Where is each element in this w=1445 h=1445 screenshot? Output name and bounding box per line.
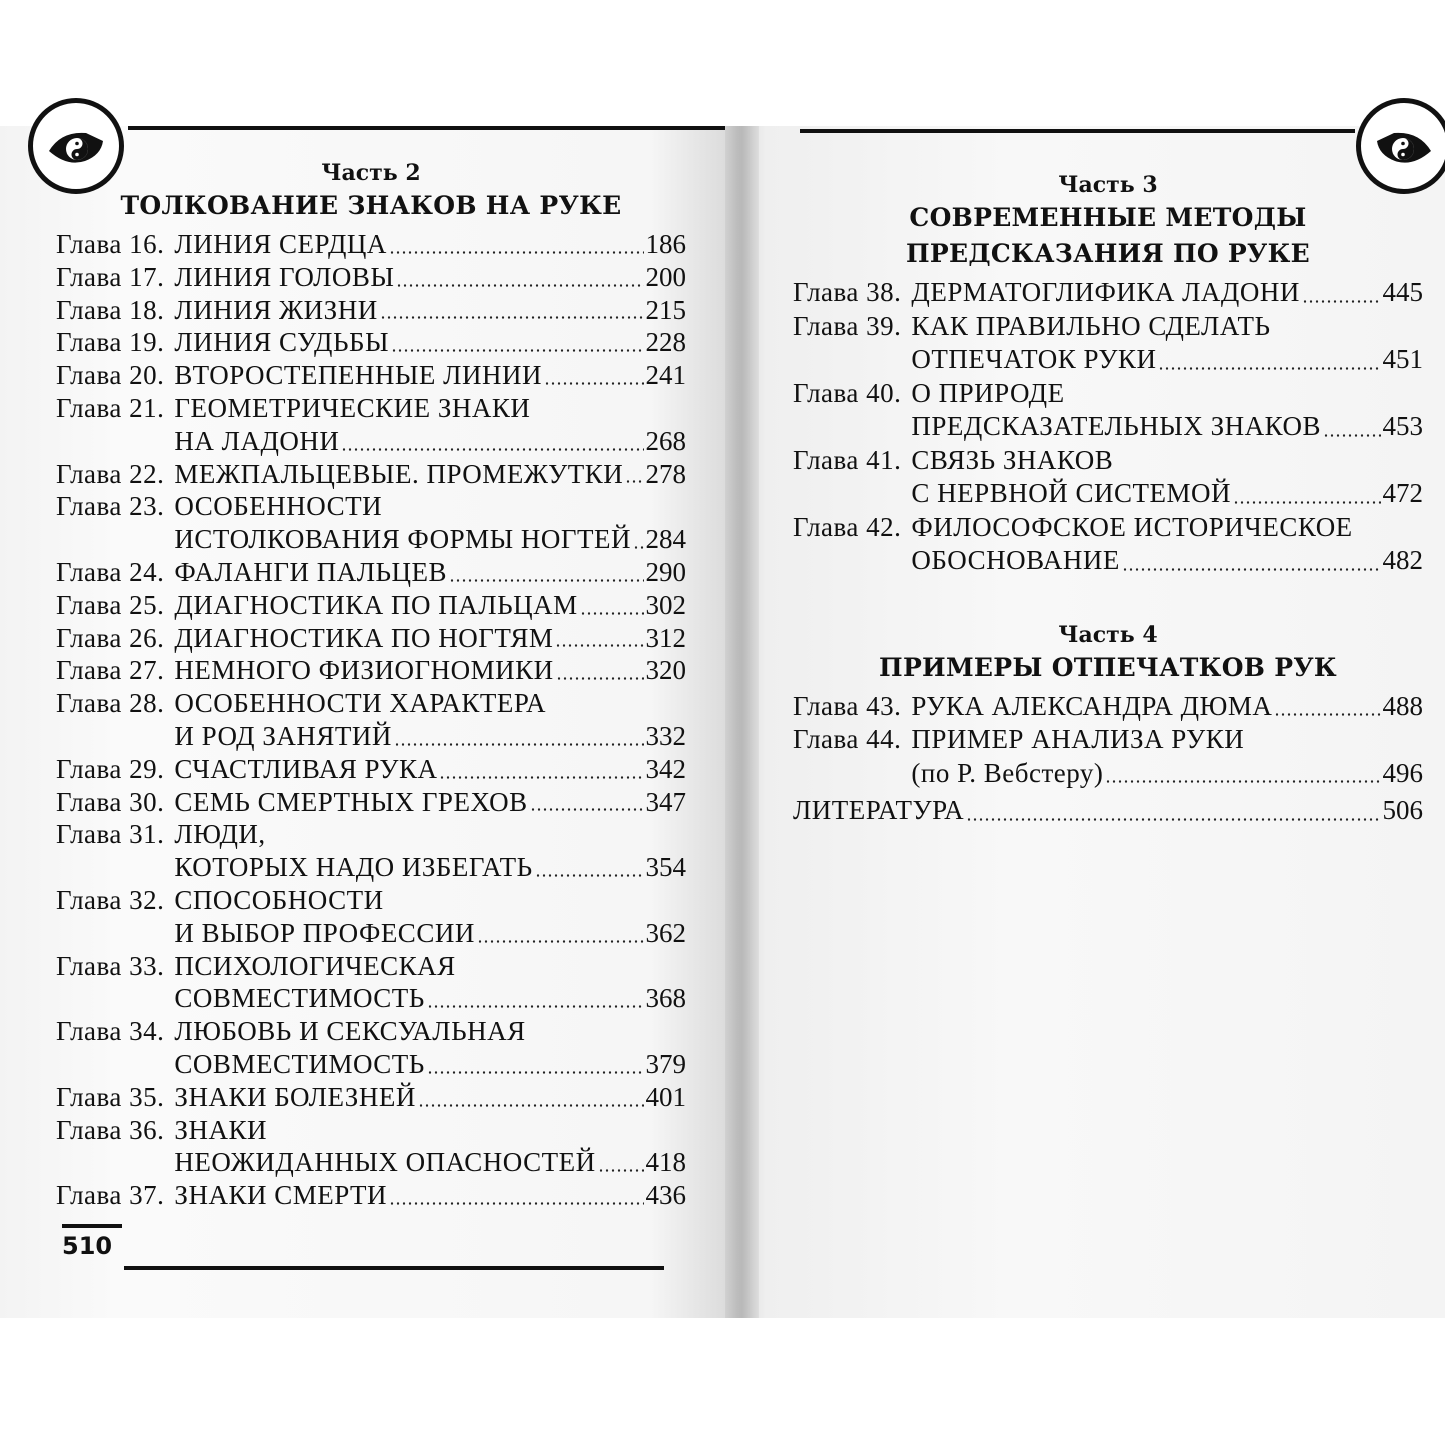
toc-entry — [56, 950, 686, 1016]
dot-leader — [1122, 568, 1381, 571]
dot-leader — [580, 612, 644, 615]
chapter-title: ЛИНИЯ ЖИЗНИ — [174, 294, 378, 325]
chapter-title: ДЕРМАТОГЛИФИКА ЛАДОНИ — [911, 277, 1300, 307]
toc-entry — [56, 392, 686, 458]
page-ref: 354 — [645, 852, 686, 883]
page-number: 510 — [62, 1232, 113, 1260]
toc-entry-bibliography — [793, 794, 1423, 828]
toc-entry — [793, 377, 1423, 444]
page-ref: 268 — [645, 425, 686, 456]
chapter-title: СОВМЕСТИМОСТЬ — [174, 1048, 425, 1079]
toc-list — [56, 228, 686, 1212]
chapter-title: ОСОБЕННОСТИ ХАРАКТЕРА — [174, 688, 546, 719]
dot-leader — [1158, 367, 1380, 370]
chapter-title: ЛИНИЯ СУДЬБЫ — [174, 327, 389, 358]
part-title: ТОЛКОВАНИЕ ЗНАКОВ НА РУКЕ — [120, 191, 622, 220]
page-ref: 496 — [1382, 757, 1423, 788]
toc-entry — [793, 276, 1423, 310]
chapter-label: Глава 31. — [56, 819, 165, 850]
chapter-label: Глава 19. — [56, 327, 165, 358]
chapter-title: ПРИМЕР АНАЛИЗА РУКИ — [911, 724, 1245, 754]
page-ref: 312 — [645, 622, 686, 653]
dot-leader — [625, 480, 643, 483]
dot-leader — [598, 1169, 644, 1172]
toc-entry — [56, 359, 686, 392]
chapter-title: СЕМЬ СМЕРТНЫХ ГРЕХОВ — [174, 786, 528, 817]
chapter-label: Глава 37. — [56, 1180, 165, 1211]
toc-list — [793, 794, 1423, 828]
page-ref: 241 — [645, 360, 686, 391]
page-ref: 436 — [645, 1180, 686, 1211]
dot-leader — [396, 284, 643, 287]
toc-entry — [56, 687, 686, 753]
chapter-label: Глава 20. — [56, 360, 165, 391]
part-number: Часть 2 — [321, 160, 421, 186]
dot-leader — [1105, 780, 1380, 783]
bibliography-label: ЛИТЕРАТУРА — [793, 795, 965, 825]
chapter-label: Глава 23. — [56, 491, 165, 522]
dot-leader — [1323, 434, 1381, 437]
toc-entry — [56, 261, 686, 294]
chapter-title: ДИАГНОСТИКА ПО НОГТЯМ — [174, 622, 554, 653]
dot-leader — [966, 818, 1380, 821]
chapter-label: Глава 27. — [56, 655, 165, 686]
page-ref: 506 — [1382, 795, 1423, 825]
chapter-title: НА ЛАДОНИ — [174, 425, 340, 456]
chapter-label: Глава 39. — [793, 310, 902, 341]
toc-entry — [56, 556, 686, 589]
chapter-title: ЛИНИЯ СЕРДЦА — [174, 229, 387, 259]
chapter-label: Глава 30. — [56, 786, 165, 817]
toc-entry — [56, 490, 686, 556]
chapter-title: ЗНАКИ БОЛЕЗНЕЙ — [174, 1081, 416, 1112]
chapter-label: Глава 36. — [56, 1114, 165, 1145]
chapter-label: Глава 22. — [56, 458, 165, 489]
page-ref: 186 — [645, 229, 686, 259]
dot-leader — [380, 316, 644, 319]
chapter-title: СЧАСТЛИВАЯ РУКА — [174, 753, 438, 784]
page-ref: 453 — [1382, 411, 1423, 441]
dot-leader — [427, 1005, 644, 1008]
chapter-label: Глава 26. — [56, 622, 165, 653]
page-ref: 215 — [645, 294, 686, 325]
dot-leader — [449, 579, 643, 582]
chapter-label: Глава 18. — [56, 294, 165, 325]
chapter-label: Глава 43. — [793, 690, 902, 721]
chapter-label: Глава 25. — [56, 589, 165, 620]
chapter-title: НЕМНОГО ФИЗИОГНОМИКИ — [174, 655, 554, 686]
page-ref: 320 — [645, 655, 686, 686]
chapter-title: ДИАГНОСТИКА ПО ПАЛЬЦАМ — [174, 589, 578, 620]
toc-entry — [56, 1179, 686, 1212]
page-ref: 284 — [645, 524, 686, 555]
chapter-title: МЕЖПАЛЬЦЕВЫЕ. ПРОМЕЖУТКИ — [174, 458, 624, 489]
chapter-title: КОТОРЫХ НАДО ИЗБЕГАТЬ — [174, 852, 533, 883]
chapter-title: ИСТОЛКОВАНИЯ ФОРМЫ НОГТЕЙ — [174, 524, 631, 555]
chapter-title: СПОСОБНОСТИ — [174, 884, 384, 915]
toc-entry — [56, 326, 686, 359]
chapter-label: Глава 38. — [793, 277, 902, 307]
page-ref: 451 — [1382, 344, 1423, 374]
page-ref: 342 — [645, 753, 686, 784]
page-ref: 379 — [645, 1048, 686, 1079]
part-number: Часть 3 — [1058, 172, 1158, 198]
page-ref: 368 — [645, 983, 686, 1014]
part-title: ПРИМЕРЫ ОТПЕЧАТКОВ РУК — [879, 652, 1337, 682]
toc-entry — [56, 818, 686, 884]
chapter-title: ЗНАКИ — [174, 1114, 267, 1145]
part-number: Часть 4 — [1058, 621, 1158, 648]
toc-entry — [56, 589, 686, 622]
dot-leader — [341, 448, 643, 451]
toc-entry — [793, 690, 1423, 724]
folio-rule — [62, 1224, 122, 1228]
dot-leader — [1302, 300, 1381, 303]
chapter-title: СВЯЗЬ ЗНАКОВ — [911, 444, 1114, 475]
page-ref: 302 — [645, 589, 686, 620]
dot-leader — [427, 1071, 644, 1074]
dot-leader — [544, 382, 644, 385]
chapter-title: ВТОРОСТЕПЕННЫЕ ЛИНИИ — [174, 360, 542, 391]
toc-entry — [56, 228, 686, 261]
page-ref: 332 — [645, 720, 686, 751]
chapter-title: ОСОБЕННОСТИ — [174, 491, 383, 522]
chapter-label: Глава 28. — [56, 688, 165, 719]
dot-leader — [389, 1202, 643, 1205]
chapter-title: ФАЛАНГИ ПАЛЬЦЕВ — [174, 556, 448, 587]
page-ref: 418 — [645, 1147, 686, 1178]
chapter-title: ПСИХОЛОГИЧЕСКАЯ — [174, 950, 456, 981]
chapter-title: НЕОЖИДАННЫХ ОПАСНОСТЕЙ — [174, 1147, 596, 1178]
right-page — [793, 170, 1423, 828]
dot-leader — [394, 743, 644, 746]
chapter-title: ФИЛОСОФСКОЕ ИСТОРИЧЕСКОЕ — [911, 511, 1353, 542]
chapter-title: (по Р. Вебстеру) — [911, 757, 1104, 788]
page-ref: 278 — [645, 458, 686, 489]
chapter-title: ЛЮБОВЬ И СЕКСУАЛЬНАЯ — [174, 1016, 526, 1047]
toc-entry — [56, 786, 686, 819]
dot-leader — [1274, 713, 1380, 716]
part-heading — [793, 170, 1423, 272]
toc-entry — [56, 884, 686, 950]
chapter-title: О ПРИРОДЕ — [911, 377, 1065, 408]
chapter-label: Глава 21. — [56, 392, 165, 423]
toc-entry — [56, 1081, 686, 1114]
part-title-line: ПРЕДСКАЗАНИЯ ПО РУКЕ — [905, 239, 1311, 268]
dot-leader — [439, 776, 643, 779]
page-ref: 482 — [1382, 545, 1423, 575]
dot-leader — [535, 874, 644, 877]
chapter-label: Глава 44. — [793, 724, 902, 754]
toc-entry — [56, 1015, 686, 1081]
header-rule-right — [800, 129, 1355, 133]
toc-entry — [56, 654, 686, 687]
toc-entry — [793, 444, 1423, 511]
toc-entry — [793, 511, 1423, 578]
page-ref: 290 — [645, 556, 686, 587]
toc-entry — [793, 723, 1423, 790]
dot-leader — [1233, 501, 1381, 504]
chapter-title: ПРЕДСКАЗАТЕЛЬНЫХ ЗНАКОВ — [911, 411, 1321, 441]
dot-leader — [556, 677, 644, 680]
page-ref: 445 — [1382, 277, 1423, 307]
chapter-title: ЛЮДИ, — [174, 819, 266, 850]
chapter-title: И РОД ЗАНЯТИЙ — [174, 720, 392, 751]
chapter-title: КАК ПРАВИЛЬНО СДЕЛАТЬ — [911, 310, 1271, 341]
toc-entry — [56, 1114, 686, 1180]
page-ref: 228 — [645, 327, 686, 358]
dot-leader — [633, 546, 644, 549]
chapter-title: СОВМЕСТИМОСТЬ — [174, 983, 425, 1014]
chapter-label: Глава 40. — [793, 377, 902, 408]
toc-entry — [56, 622, 686, 655]
chapter-label: Глава 29. — [56, 753, 165, 784]
dot-leader — [555, 644, 643, 647]
dot-leader — [477, 940, 644, 943]
chapter-label: Глава 17. — [56, 261, 165, 292]
page-ref: 347 — [645, 786, 686, 817]
dot-leader — [418, 1104, 644, 1107]
footer-rule — [124, 1266, 664, 1270]
header-rule-left — [128, 126, 725, 130]
chapter-label: Глава 33. — [56, 950, 165, 981]
toc-entry — [56, 458, 686, 491]
toc-list — [793, 276, 1423, 578]
chapter-label: Глава 32. — [56, 884, 165, 915]
toc-entry — [56, 753, 686, 786]
part-heading — [793, 620, 1423, 686]
dot-leader — [389, 251, 644, 254]
page-ref: 200 — [645, 261, 686, 292]
part-title-line: СОВРЕМЕННЫЕ МЕТОДЫ — [909, 203, 1307, 232]
part-heading — [56, 158, 686, 224]
page-ref: 488 — [1382, 690, 1423, 721]
chapter-title: ГЕОМЕТРИЧЕСКИЕ ЗНАКИ — [174, 392, 531, 423]
chapter-title: ЛИНИЯ ГОЛОВЫ — [174, 261, 395, 292]
chapter-label: Глава 16. — [56, 229, 165, 259]
page-ref: 472 — [1382, 478, 1423, 508]
chapter-title: ЗНАКИ СМЕРТИ — [174, 1180, 388, 1211]
left-page — [56, 158, 686, 1212]
chapter-label: Глава 42. — [793, 511, 902, 542]
toc-entry — [56, 294, 686, 327]
dot-leader — [530, 808, 644, 811]
chapter-label: Глава 35. — [56, 1081, 165, 1112]
chapter-title: РУКА АЛЕКСАНДРА ДЮМА — [911, 690, 1273, 721]
book-gutter — [725, 126, 759, 1318]
page-ref: 401 — [645, 1081, 686, 1112]
chapter-label: Глава 24. — [56, 556, 165, 587]
dot-leader — [391, 349, 644, 352]
chapter-title: И ВЫБОР ПРОФЕССИИ — [174, 917, 475, 948]
chapter-title: С НЕРВНОЙ СИСТЕМОЙ — [911, 478, 1231, 508]
chapter-label: Глава 41. — [793, 444, 902, 475]
toc-list — [793, 690, 1423, 791]
page-ref: 362 — [645, 917, 686, 948]
chapter-label: Глава 34. — [56, 1016, 165, 1047]
chapter-title: ОТПЕЧАТОК РУКИ — [911, 344, 1157, 374]
toc-entry — [793, 310, 1423, 377]
chapter-title: ОБОСНОВАНИЕ — [911, 545, 1120, 575]
